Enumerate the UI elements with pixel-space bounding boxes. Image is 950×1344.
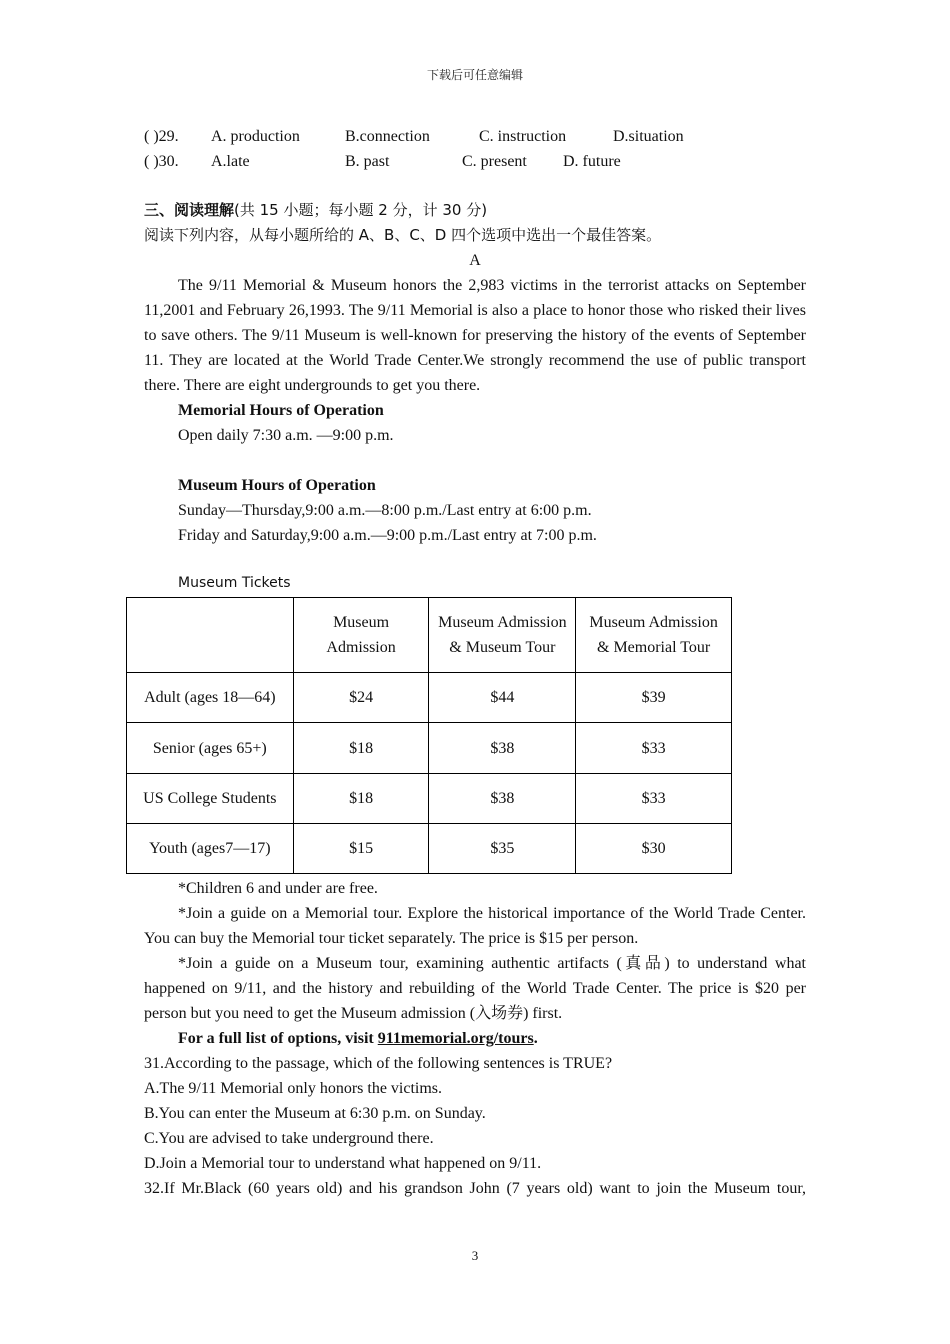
table-header-cell: Museum Admission <box>293 598 429 673</box>
tickets-label: Museum Tickets <box>178 575 291 591</box>
table-row-label: Youth (ages7—17) <box>127 824 294 874</box>
table-row <box>127 673 732 723</box>
section-instruction: 阅读下列内容，从每小题所给的 A、B、C、D 四个选项中选出一个最佳答案。 <box>144 226 662 244</box>
table-row-label: Adult (ages 18—64) <box>127 673 294 723</box>
note-museum-tour: *Join a guide on a Museum tour, examining authentic artifacts (真品) to understand what happened on 9/11, and the history and rebuilding of the World Trade Center. The price is $20 per person but you need to get the Museum admission (入场券) first. <box>144 955 806 1022</box>
page-number: 3 <box>471 1248 479 1263</box>
table-row <box>127 824 732 874</box>
question-31-stem: 31.According to the passage, which of the following sentences is TRUE? <box>144 1055 613 1072</box>
note-memorial-tour: *Join a guide on a Memorial tour. Explore the historical importance of the World Trade Center. You can buy the Memorial tour ticket separately. The price is $15 per person. <box>144 905 806 947</box>
note-children: *Children 6 and under are free. <box>178 880 378 897</box>
table-header-cell: Museum Admission & Memorial Tour <box>576 598 732 673</box>
question-30-option-a: A.late <box>211 153 250 170</box>
table-cell: $24 <box>293 673 429 723</box>
question-29-option-c: C. instruction <box>479 128 567 145</box>
question-30-option-d: D. future <box>563 153 621 170</box>
page-header: 下载后可任意编辑 <box>426 68 523 82</box>
question-32-stem: 32.If Mr.Black (60 years old) and his grandson John (7 years old) want to join the Museum tour, <box>144 1180 806 1197</box>
visit-link[interactable]: 911memorial.org/tours <box>377 1030 534 1047</box>
question-31-option-d: D.Join a Memorial tour to understand what happened on 9/11. <box>144 1155 542 1172</box>
visit-suffix: . <box>533 1030 538 1047</box>
table-cell: $33 <box>576 723 732 774</box>
table-row <box>127 723 732 774</box>
question-31-option-a: A.The 9/11 Memorial only honors the victims. <box>144 1080 443 1097</box>
question-30-option-c: C. present <box>462 153 527 170</box>
museum-hours-title: Museum Hours of Operation <box>178 477 376 494</box>
question-31-option-c: C.You are advised to take underground there. <box>144 1130 434 1147</box>
table-cell: $18 <box>293 774 429 824</box>
table-cell: $39 <box>576 673 732 723</box>
table-row-label: Senior (ages 65+) <box>127 723 294 774</box>
table-cell: $33 <box>576 774 732 824</box>
question-31-option-b: B.You can enter the Museum at 6:30 p.m. on Sunday. <box>144 1105 486 1122</box>
table-cell: $38 <box>429 774 576 824</box>
question-29-option-b: B.connection <box>345 128 430 145</box>
visit-prefix: For a full list of options, visit <box>178 1030 378 1047</box>
table-cell: $30 <box>576 824 732 874</box>
visit-line <box>178 1026 538 1051</box>
table-cell: $38 <box>429 723 576 774</box>
table-cell: $35 <box>429 824 576 874</box>
section-title-rest: (共 15 小题；每小题 2 分，计 30 分) <box>234 201 488 219</box>
memorial-hours-title: Memorial Hours of Operation <box>178 402 384 419</box>
passage-letter: A <box>469 252 481 269</box>
table-header-cell: Museum Admission & Museum Tour <box>429 598 576 673</box>
question-29-option-d: D.situation <box>613 128 684 145</box>
question-29-number: ( )29. <box>144 128 179 145</box>
table-row-label: US College Students <box>127 774 294 824</box>
table-cell: $44 <box>429 673 576 723</box>
question-30-option-b: B. past <box>345 153 390 170</box>
museum-hours-weekday: Sunday—Thursday,9:00 a.m.—8:00 p.m./Last entry at 6:00 p.m. <box>178 502 592 519</box>
question-30-number: ( )30. <box>144 153 179 170</box>
table-cell: $15 <box>293 824 429 874</box>
section-title-bold: 三、阅读理解 <box>144 201 235 219</box>
passage-intro: The 9/11 Memorial & Museum honors the 2,983 victims in the terrorist attacks on September 11,2001 and February 26,1993. The 9/11 Memorial is also a place to honor those who risked their lives to save others. The 9/11 Museum is well-known for preserving the history of the events of September 11. They are located at the World Trade Center.We strongly recommend the use of public transport there. There are eight undergrounds to get you there. <box>144 277 806 394</box>
table-row <box>127 774 732 824</box>
section-title <box>144 198 487 223</box>
ticket-table <box>126 597 732 874</box>
table-header-cell <box>127 598 294 673</box>
table-cell: $18 <box>293 723 429 774</box>
table-header-row <box>127 598 732 673</box>
question-29-option-a: A. production <box>211 128 300 145</box>
museum-hours-weekend: Friday and Saturday,9:00 a.m.—9:00 p.m./Last entry at 7:00 p.m. <box>178 527 597 544</box>
memorial-hours-text: Open daily 7:30 a.m. —9:00 p.m. <box>178 427 394 444</box>
